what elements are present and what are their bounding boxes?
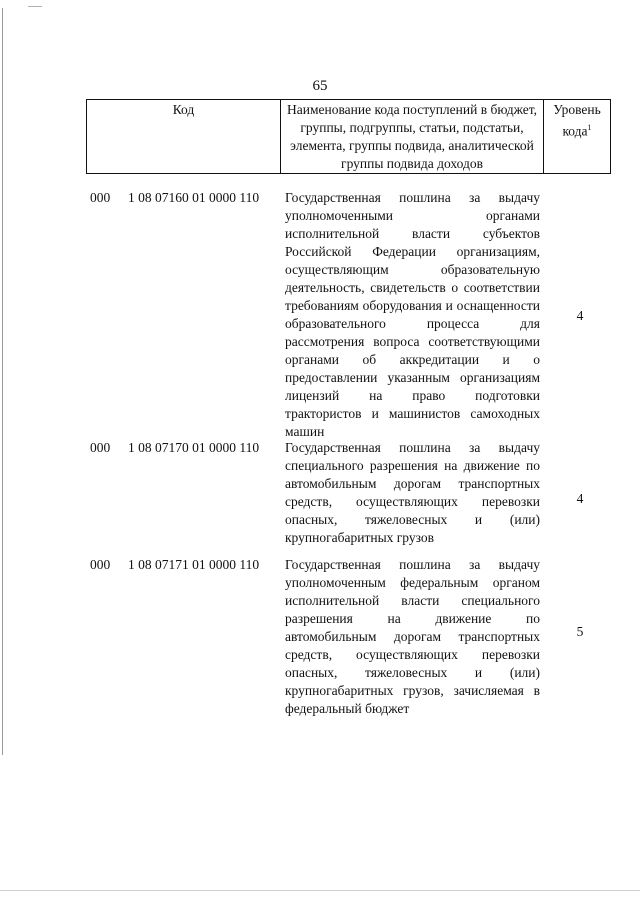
row-code: 1 08 07171 01 0000 110 — [128, 557, 260, 572]
row-name: Государственная пошлина за выдачу уполномоченными органами исполнительной власти субъектов Российской Федерации организациям, осуществляющим образовательную деятельность, свидетельств о соответствии требованиям оборудования и оснащенности образовательного процесса для рассмотрения вопроса соответствующими органами об аккредитации и о предоставлении указанным организациям лицензий на право подготовки трактористов и машинистов самоходных машин — [285, 190, 540, 439]
row-level: 4 — [576, 491, 584, 506]
row-name: Государственная пошлина за выдачу специального разрешения на движение по автомобильным дорогам транспортных средств, осуществляющих перевозки опасных, тяжеловесных и (или) крупногабаритных грузов — [285, 440, 540, 545]
row-code: 1 08 07170 01 0000 110 — [128, 440, 260, 455]
header-level-sub: кода — [562, 123, 588, 139]
header-name: Наименование кода поступлений в бюджет, группы, подгруппы, статьи, подстатьи, элемента, группы подвида, аналитической группы подвида доходов — [281, 100, 544, 174]
row-code: 1 08 07160 01 0000 110 — [128, 190, 260, 205]
header-level-note: 1 — [587, 123, 592, 132]
header-code: Код — [87, 100, 281, 174]
page-number: 65 — [312, 78, 328, 94]
scan-edge-bottom — [0, 890, 640, 891]
table-row — [0, 439, 640, 559]
row-level: 5 — [576, 624, 584, 639]
scan-edge-top — [28, 6, 42, 7]
table-row — [0, 556, 640, 716]
row-prefix: 000 — [90, 190, 111, 205]
header-level — [544, 100, 611, 174]
row-prefix: 000 — [90, 557, 111, 572]
table-header — [86, 99, 611, 174]
row-level: 4 — [576, 308, 584, 323]
row-name: Государственная пошлина за выдачу уполномоченным федеральным органом исполнительной власти специального разрешения на движение по автомобильным дорогам транспортных средств, осуществляющих перевозки опасных, тяжеловесных и (или) крупногабаритных грузов, зачисляемая в федеральный бюджет — [285, 557, 540, 716]
row-prefix: 000 — [90, 440, 111, 455]
table-row — [0, 189, 640, 451]
header-level-main: Уровень — [553, 102, 601, 117]
